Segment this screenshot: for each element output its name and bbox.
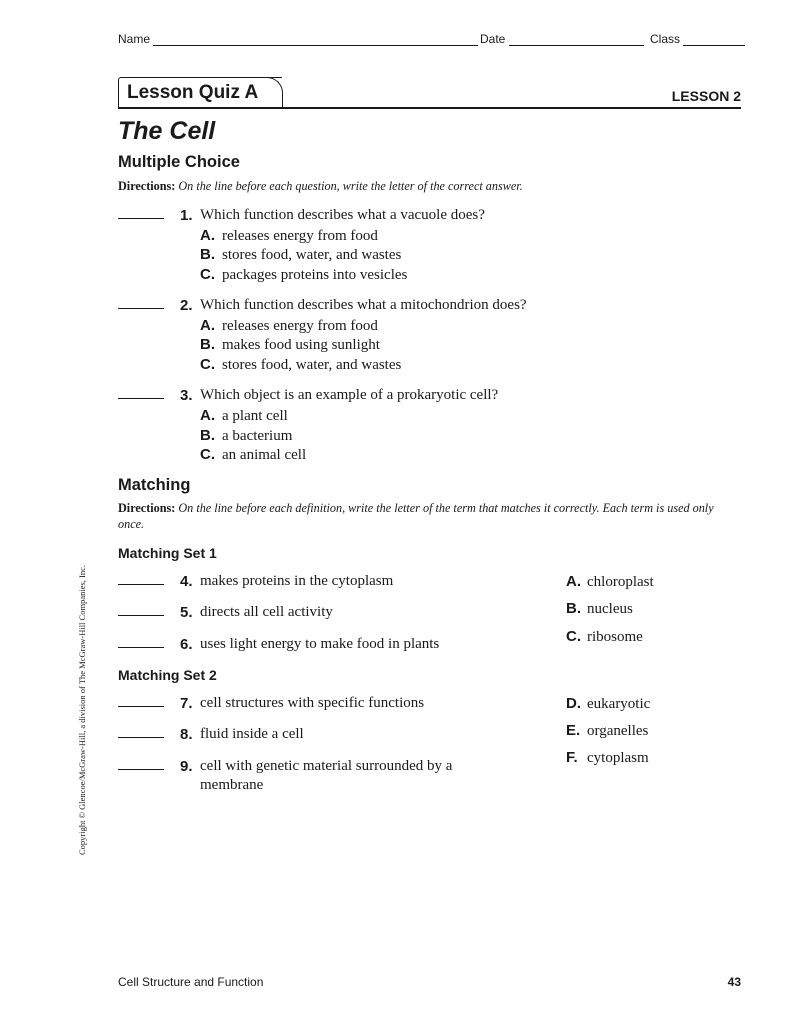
quiz-label: Lesson Quiz A bbox=[127, 82, 259, 103]
answer-blank-1[interactable] bbox=[118, 218, 164, 219]
question-text: Which object is an example of a prokaryotic cell? bbox=[200, 387, 499, 403]
option-letter: C. bbox=[200, 266, 215, 283]
term-text: cytoplasm bbox=[587, 750, 649, 766]
matching-set-1-heading: Matching Set 1 bbox=[118, 545, 217, 561]
matching-item-4 bbox=[118, 573, 394, 590]
term-c bbox=[566, 628, 643, 646]
page-title: The Cell bbox=[118, 117, 216, 145]
term-d bbox=[566, 695, 650, 713]
option bbox=[200, 356, 401, 374]
answer-blank-3[interactable] bbox=[118, 398, 164, 399]
term-a bbox=[566, 573, 654, 591]
answer-blank-6[interactable] bbox=[118, 647, 164, 648]
option-letter: A. bbox=[200, 317, 215, 334]
directions-label: Directions: bbox=[118, 179, 176, 193]
term-letter: F. bbox=[566, 749, 578, 766]
option bbox=[200, 446, 306, 464]
term-text: ribosome bbox=[587, 629, 643, 645]
option-letter: A. bbox=[200, 407, 215, 424]
matching-item-9 bbox=[118, 758, 453, 775]
option bbox=[200, 336, 380, 354]
question-text: Which function describes what a mitochondrion does? bbox=[200, 297, 527, 313]
option-text: stores food, water, and wastes bbox=[222, 357, 402, 373]
question-2 bbox=[118, 297, 527, 314]
option-text: releases energy from food bbox=[222, 228, 378, 244]
answer-blank-2[interactable] bbox=[118, 308, 164, 309]
question-number: 1. bbox=[180, 207, 193, 224]
answer-blank-4[interactable] bbox=[118, 584, 164, 585]
item-text: cell structures with specific functions bbox=[200, 695, 425, 711]
option bbox=[200, 246, 401, 264]
option-letter: B. bbox=[200, 336, 215, 353]
matching-item-8 bbox=[118, 726, 304, 743]
item-text: fluid inside a cell bbox=[200, 726, 304, 742]
term-letter: E. bbox=[566, 722, 581, 739]
answer-blank-9[interactable] bbox=[118, 769, 164, 770]
term-text: organelles bbox=[587, 723, 649, 739]
option-letter: B. bbox=[200, 246, 215, 263]
date-label: Date bbox=[480, 32, 506, 46]
directions-text: On the line before each question, write the letter of the correct answer. bbox=[178, 179, 523, 193]
option-text: a bacterium bbox=[222, 428, 293, 444]
option-text: releases energy from food bbox=[222, 318, 378, 334]
item-number: 5. bbox=[180, 604, 193, 621]
term-letter: C. bbox=[566, 628, 581, 645]
answer-blank-7[interactable] bbox=[118, 706, 164, 707]
directions-text: On the line before each definition, write the letter of the term that matches it correctly. Each term is used only once. bbox=[118, 501, 714, 531]
lesson-label: LESSON 2 bbox=[671, 88, 741, 104]
option-letter: B. bbox=[200, 427, 215, 444]
date-line[interactable] bbox=[509, 33, 644, 46]
option-letter: C. bbox=[200, 356, 215, 373]
multiple-choice-heading: Multiple Choice bbox=[118, 153, 240, 171]
class-line[interactable] bbox=[683, 33, 745, 46]
question-text: Which function describes what a vacuole does? bbox=[200, 207, 485, 223]
matching-item-5 bbox=[118, 604, 333, 621]
item-number: 7. bbox=[180, 695, 193, 712]
class-field bbox=[650, 32, 745, 46]
question-3 bbox=[118, 387, 499, 404]
header-rule bbox=[118, 107, 741, 109]
answer-blank-5[interactable] bbox=[118, 615, 164, 616]
item-text: uses light energy to make food in plants bbox=[200, 636, 440, 652]
class-label: Class bbox=[650, 32, 681, 46]
option-text: a plant cell bbox=[222, 408, 288, 424]
term-b bbox=[566, 600, 633, 618]
item-number: 4. bbox=[180, 573, 193, 590]
question-number: 3. bbox=[180, 387, 193, 404]
item-number: 9. bbox=[180, 758, 193, 775]
term-f bbox=[566, 749, 649, 767]
name-label: Name bbox=[118, 32, 151, 46]
directions-label: Directions: bbox=[118, 501, 176, 515]
date-field bbox=[480, 32, 644, 46]
term-letter: B. bbox=[566, 600, 581, 617]
option bbox=[200, 227, 378, 245]
item-text: cell with genetic material surrounded by a bbox=[200, 758, 453, 774]
matching-directions bbox=[118, 500, 738, 532]
name-line[interactable] bbox=[153, 33, 478, 46]
term-e bbox=[566, 722, 648, 740]
option-text: packages proteins into vesicles bbox=[222, 267, 408, 283]
option-letter: C. bbox=[200, 446, 215, 463]
matching-item-7 bbox=[118, 695, 425, 712]
option-letter: A. bbox=[200, 227, 215, 244]
term-text: eukaryotic bbox=[587, 696, 651, 712]
option-text: makes food using sunlight bbox=[222, 337, 380, 353]
matching-set-2-heading: Matching Set 2 bbox=[118, 667, 217, 683]
footer-chapter: Cell Structure and Function bbox=[118, 975, 264, 989]
multiple-choice-directions bbox=[118, 178, 738, 194]
question-1 bbox=[118, 207, 485, 224]
matching-heading: Matching bbox=[118, 476, 191, 494]
item-text: directs all cell activity bbox=[200, 604, 333, 620]
item-number: 8. bbox=[180, 726, 193, 743]
name-field bbox=[118, 32, 478, 46]
option bbox=[200, 266, 407, 284]
term-text: nucleus bbox=[587, 601, 633, 617]
item-text: makes proteins in the cytoplasm bbox=[200, 573, 394, 589]
option bbox=[200, 427, 292, 445]
copyright-notice: Copyright © Glencoe/McGraw-Hill, a division of The McGraw-Hill Companies, Inc. bbox=[77, 564, 87, 856]
question-number: 2. bbox=[180, 297, 193, 314]
option-text: an animal cell bbox=[222, 447, 307, 463]
matching-item-6 bbox=[118, 636, 440, 653]
term-text: chloroplast bbox=[587, 574, 654, 590]
answer-blank-8[interactable] bbox=[118, 737, 164, 738]
page-number: 43 bbox=[727, 975, 741, 989]
option bbox=[200, 317, 378, 335]
item-number: 6. bbox=[180, 636, 193, 653]
option bbox=[200, 407, 288, 425]
matching-item-9-continued: membrane bbox=[200, 777, 264, 793]
term-letter: D. bbox=[566, 695, 581, 712]
term-letter: A. bbox=[566, 573, 581, 590]
option-text: stores food, water, and wastes bbox=[222, 247, 402, 263]
